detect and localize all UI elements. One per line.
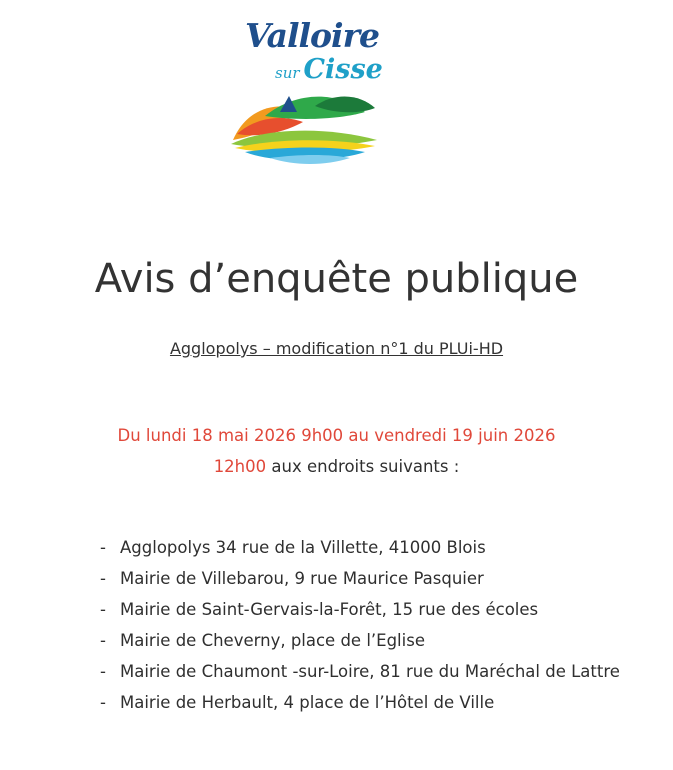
list-item	[100, 656, 660, 687]
page-title: Avis d’enquête publique	[94, 256, 579, 302]
location-text: Mairie de Chaumont -sur-Loire, 81 rue du Maréchal de Lattre	[120, 662, 620, 681]
dates-line-2-rest: aux endroits suivants :	[266, 457, 460, 476]
dates-line-2	[0, 451, 673, 482]
dash-bullet: -	[100, 631, 106, 650]
location-text: Mairie de Villebarou, 9 rue Maurice Pasquier	[120, 569, 484, 588]
location-text: Mairie de Cheverny, place de l’Eglise	[120, 631, 425, 650]
subtitle-text: Agglopolys – modification n°1 du PLUi-HD	[169, 339, 504, 358]
logo-text-sur-cisse	[275, 54, 383, 85]
dates-end-time: 12h00	[213, 457, 267, 476]
dash-bullet: -	[100, 693, 106, 712]
location-text: Mairie de Herbault, 4 place de l’Hôtel de Ville	[120, 693, 495, 712]
subtitle	[0, 339, 673, 358]
list-item	[100, 563, 660, 594]
commune-logo	[225, 8, 385, 168]
list-item	[100, 594, 660, 625]
locations-list	[100, 532, 660, 718]
enquiry-dates	[0, 420, 673, 482]
dash-bullet: -	[100, 600, 106, 619]
dash-bullet: -	[100, 538, 106, 557]
list-item	[100, 687, 660, 718]
dates-line-1: Du lundi 18 mai 2026 9h00 au vendredi 19 juin 2026	[117, 426, 556, 445]
logo-text-sur: sur	[275, 64, 300, 82]
dash-bullet: -	[100, 569, 106, 588]
logo-text-valloire: Valloire	[245, 16, 379, 55]
location-text: Agglopolys 34 rue de la Villette, 41000 Blois	[120, 538, 486, 557]
logo-text-cisse: Cisse	[303, 54, 383, 85]
list-item	[100, 625, 660, 656]
location-text: Mairie de Saint-Gervais-la-Forêt, 15 rue des écoles	[120, 600, 539, 619]
logo-landscape-graphic	[225, 82, 385, 168]
dash-bullet: -	[100, 662, 106, 681]
list-item	[100, 532, 660, 563]
